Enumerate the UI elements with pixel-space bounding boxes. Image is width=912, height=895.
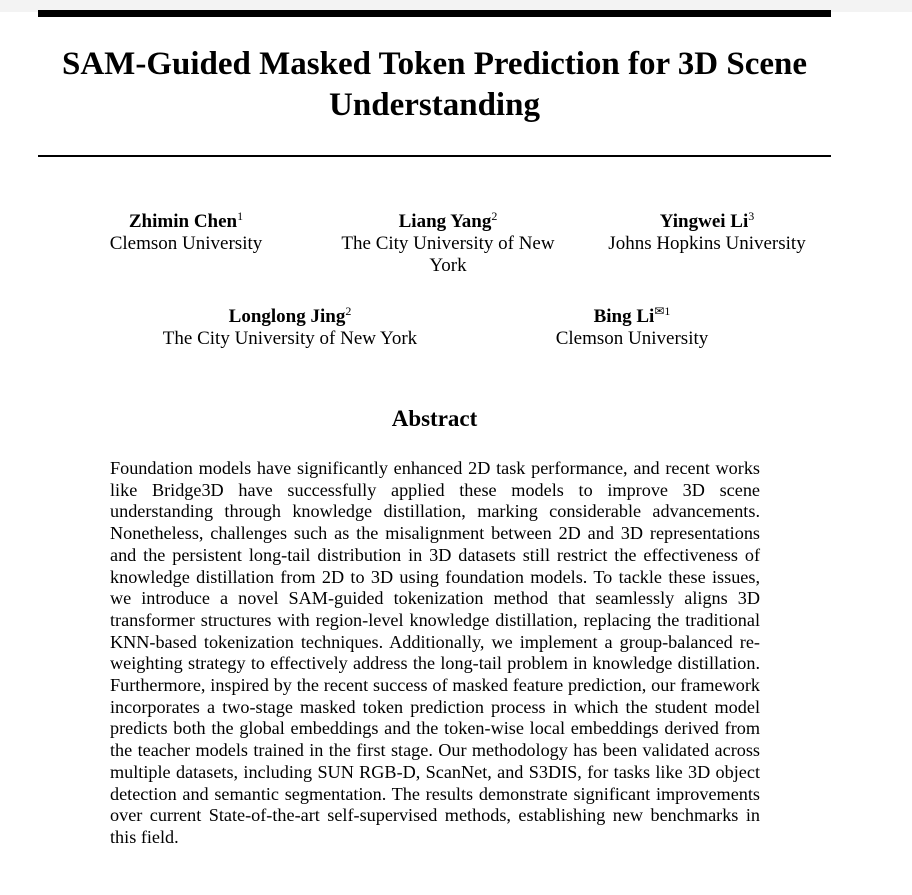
author-affiliation-mark: 3	[748, 209, 755, 223]
author-name: Bing $Li^{✉1}$	[593, 304, 671, 327]
title-bottom-rule	[38, 155, 831, 157]
author-affiliation-mark: 2	[491, 209, 498, 223]
author-block	[596, 211, 818, 255]
author-name: Yingwei Li$^3$	[659, 209, 755, 232]
author-block	[148, 306, 432, 350]
author-affiliation-mark: ✉1	[654, 304, 671, 318]
author-affiliation: Clemson University	[555, 328, 709, 349]
abstract-heading: Abstract	[391, 406, 478, 431]
author-name: Zhimin Chen$^1$	[128, 209, 244, 232]
author-block	[532, 306, 732, 350]
author-block	[96, 211, 276, 255]
author-name: Liang Yang$^2$	[398, 209, 498, 232]
abstract-text: Foundation models have significantly enhanced 2D task performance, and recent works like Bridge3D have successfully applied these models to improve 3D scene understanding through knowledge distillation, marking considerable advancements. Nonetheless, challenges such as the misalignment between 2D and 3D representations and the persistent long-tail distribution in 3D datasets still restrict the effectiveness of knowledge distillation from 2D to 3D using foundation models. To tackle these issues, we introduce a novel SAM-guided tokenization method that seamlessly aligns 3D transformer structures with region-level knowledge distillation, replacing the traditional KNN-based tokenization techniques. Additionally, we implement a group-balanced re-weighting strategy to effectively address the long-tail problem in knowledge distillation. Furthermore, inspired by the recent success of masked feature prediction, our framework incorporates a two-stage masked token prediction process in which the student model predicts both the global embeddings and the token-wise local embeddings derived from the teacher models trained in the first stage. Our methodology has been validated across multiple datasets, including SUN RGB-D, ScanNet, and S3DIS, for tasks like 3D object detection and semantic segmentation. The results demonstrate significant improvements over current State-of-the-art self-supervised methods, establishing new benchmarks in this field.	[110, 458, 760, 847]
author-affiliation-mark: 1	[237, 209, 244, 223]
author-affiliation: The City University of New York	[162, 328, 418, 349]
author-affiliation: Clemson University	[109, 233, 263, 254]
author-affiliation: Johns Hopkins University	[608, 233, 806, 254]
author-block	[332, 211, 564, 277]
author-affiliation-mark: 2	[345, 304, 352, 318]
author-name: Longlong Jing$^2$	[228, 304, 352, 327]
paper-title: SAM-Guided Masked Token Prediction for 3D Scene Understanding	[62, 46, 807, 123]
author-affiliation: The City University of New York	[341, 233, 555, 276]
title-top-rule	[38, 10, 831, 17]
